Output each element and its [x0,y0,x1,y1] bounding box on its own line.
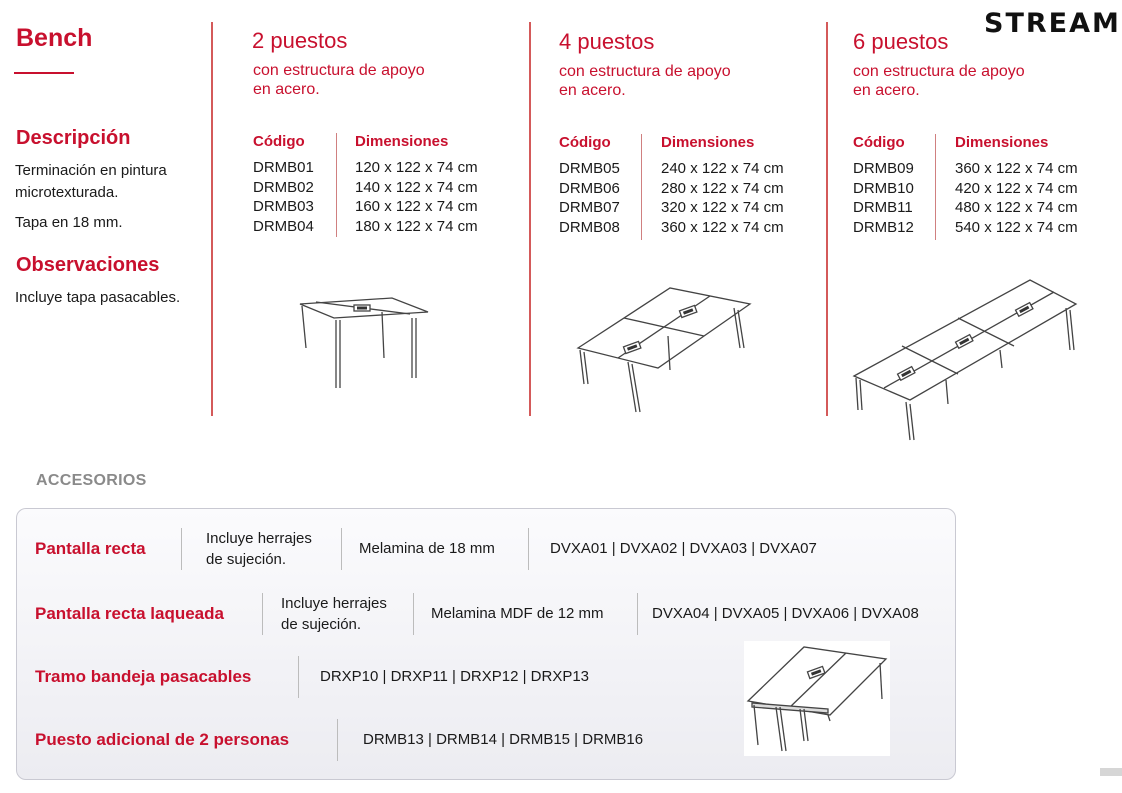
table-4-puestos-illustration [574,276,754,416]
accessory-divider [337,719,338,761]
dimension-cell: 120 x 122 x 74 cm [355,159,478,176]
code-cell: DRMB09 [853,160,914,177]
accessory-name: Tramo bandeja pasacables [35,667,252,686]
note-line: Incluye herrajes [281,595,387,612]
code-cell: DRMB07 [559,199,620,216]
dimension-cell: 320 x 122 x 74 cm [661,199,784,216]
description-line: Terminación en pintura [15,162,167,179]
column-title-2-puestos: 2 puestos [252,28,348,53]
accessory-divider [528,528,529,570]
code-cell: DRMB08 [559,218,620,236]
code-cell: DRMB03 [253,198,314,215]
accessory-divider [181,528,182,570]
column-subtitle [253,61,425,99]
description-heading: Descripción [16,127,131,149]
table-2-puestos-illustration [296,292,436,392]
description-line: microtexturada. [15,184,119,201]
note-line: de sujeción. [281,616,362,633]
accessory-codes: DRXP10 | DRXP11 | DRXP12 | DRXP13 [320,668,590,685]
accessory-material: Melamina MDF de 12 mm [431,605,604,622]
column-divider [529,22,531,416]
code-cell: DRMB12 [853,218,914,236]
dimension-cell: 540 x 122 x 74 cm [955,218,1078,236]
dimension-cell: 420 x 122 x 74 cm [955,179,1078,197]
accessory-divider [637,593,638,635]
accessory-note [206,528,312,570]
title-underline [14,72,74,74]
brand-logo: STREAM [984,8,1121,39]
table-divider [935,134,936,240]
accessory-divider [413,593,414,635]
observations-text: Incluye tapa pasacables. [15,289,181,306]
dimensions-header: Dimensiones [955,134,1049,151]
dimension-cell: 140 x 122 x 74 cm [355,178,478,196]
accessory-codes: DVXA01 | DVXA02 | DVXA03 | DVXA07 [550,540,817,557]
dimension-cell: 180 x 122 x 74 cm [355,217,478,235]
dimension-cell: 240 x 122 x 74 cm [661,160,784,177]
dimension-list [955,159,1078,237]
code-cell: DRMB02 [253,178,314,196]
accessory-codes: DRMB13 | DRMB14 | DRMB15 | DRMB16 [363,731,644,748]
column-divider [826,22,828,416]
observations-heading: Observaciones [16,254,160,276]
dimension-cell: 480 x 122 x 74 cm [955,199,1078,216]
code-cell: DRMB01 [253,159,314,176]
dimension-cell: 360 x 122 x 74 cm [955,160,1078,177]
accessory-material: Melamina de 18 mm [359,540,495,557]
dimension-cell: 360 x 122 x 74 cm [661,218,784,236]
code-cell: DRMB05 [559,160,620,177]
code-list [559,159,620,237]
table-divider [336,133,337,237]
column-title-4-puestos: 4 puestos [559,29,655,54]
subtitle-line: con estructura de apoyo [853,63,1025,80]
accessory-codes: DVXA04 | DVXA05 | DVXA06 | DVXA08 [652,605,919,622]
accessory-divider [341,528,342,570]
accessory-name: Puesto adicional de 2 personas [35,730,290,749]
subtitle-line: en acero. [253,81,320,98]
subtitle-line: con estructura de apoyo [253,62,425,79]
dimensions-header: Dimensiones [355,133,449,150]
dimension-cell: 160 x 122 x 74 cm [355,198,478,215]
accessory-name: Pantalla recta laqueada [35,604,224,623]
code-list [853,159,914,237]
code-list [253,158,314,236]
code-cell: DRMB04 [253,217,314,235]
code-header: Código [853,134,905,151]
note-line: de sujeción. [206,551,287,568]
dimension-list [661,159,784,237]
tapa-text: Tapa en 18 mm. [15,214,123,231]
dimension-list [355,158,478,236]
table-6-puestos-illustration [850,276,1080,446]
column-title-6-puestos: 6 puestos [853,29,949,54]
accessory-name: Pantalla recta [35,539,146,558]
code-header: Código [559,134,611,151]
column-subtitle [853,62,1025,100]
accessory-divider [262,593,263,635]
page-corner-mark [1100,768,1122,776]
subtitle-line: en acero. [559,82,626,99]
description-text [15,160,167,204]
column-divider [211,22,213,416]
page-title: Bench [16,24,93,52]
subtitle-line: con estructura de apoyo [559,63,731,80]
note-line: Incluye herrajes [206,530,312,547]
code-cell: DRMB06 [559,179,620,197]
cable-tray-illustration [744,641,890,756]
code-cell: DRMB11 [853,199,913,216]
accessories-title: ACCESORIOS [36,472,147,489]
dimensions-header: Dimensiones [661,134,755,151]
dimension-cell: 280 x 122 x 74 cm [661,179,784,197]
code-header: Código [253,133,305,150]
accessory-divider [298,656,299,698]
table-divider [641,134,642,240]
subtitle-line: en acero. [853,82,920,99]
column-subtitle [559,62,731,100]
code-cell: DRMB10 [853,179,914,197]
accessory-note [281,593,387,635]
